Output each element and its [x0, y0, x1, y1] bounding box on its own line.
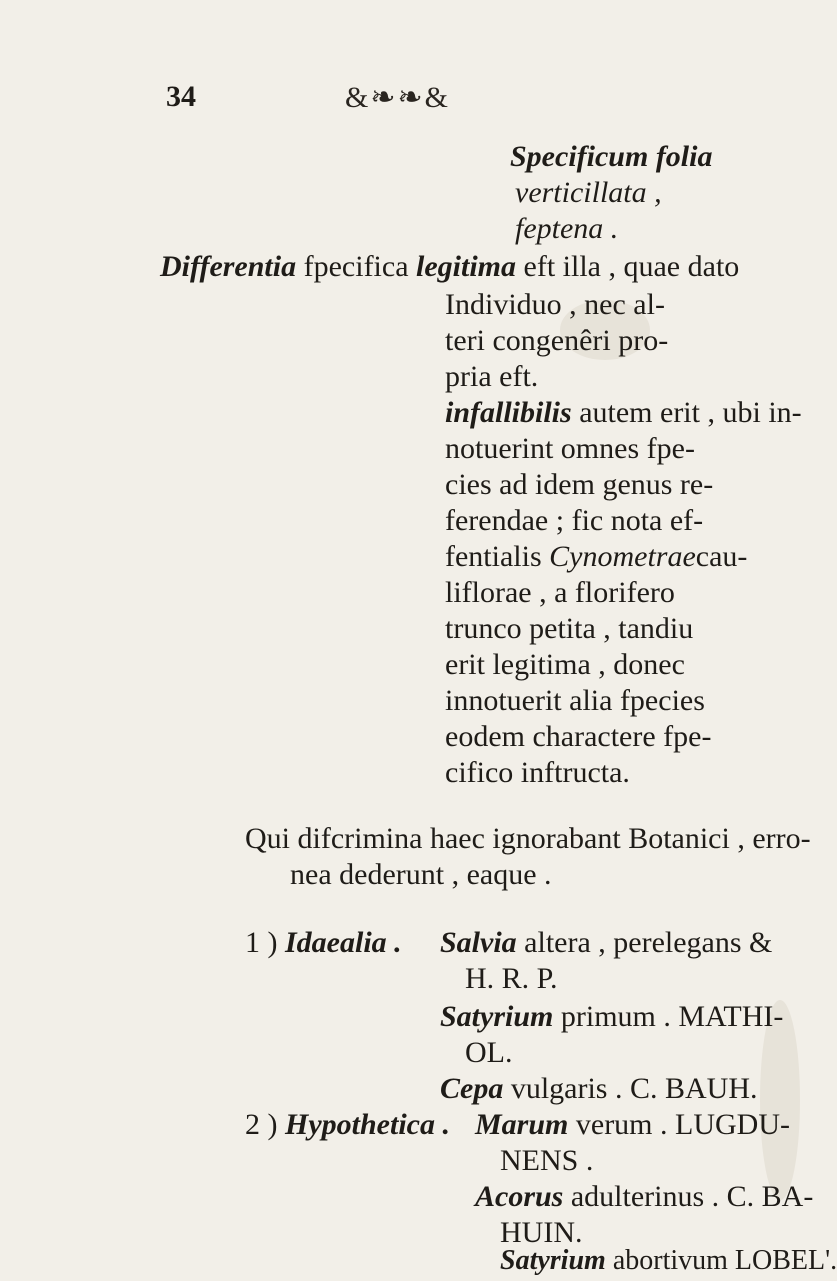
list-entry-4: [475, 1108, 790, 1142]
differentia-line-9: [445, 540, 747, 574]
cepa-rest: vulgaris . C. BAUH.: [510, 1072, 758, 1105]
list-entry-5: [475, 1180, 813, 1214]
specificum-line-2: verticillata ,: [515, 176, 662, 209]
differentia-line-6: notuerint omnes fpe-: [445, 432, 695, 465]
salvia-rest: altera , perelegans &: [524, 926, 773, 959]
satyrium-rest: primum . MATHI-: [560, 1000, 784, 1033]
differentia-line-2: Individuo , nec al-: [445, 288, 665, 321]
list-entry-3: [440, 1072, 758, 1106]
satyrium-term: Satyrium: [440, 1000, 554, 1033]
acorus-rest: adulterinus . C. BA-: [570, 1180, 814, 1213]
specificum-term: Specificum: [510, 140, 649, 173]
differentia-line-14: eodem charactere fpe-: [445, 720, 712, 753]
list-number-2: 2 ): [245, 1108, 278, 1141]
differentia-line-13: innotuerit alia fpecies: [445, 684, 705, 717]
list-entry-2: [440, 1000, 783, 1034]
differentia-line-7: cies ad idem genus re-: [445, 468, 714, 501]
cau-word: cau-: [695, 540, 748, 573]
differentia-line-5: [445, 396, 802, 430]
list-entry-5b: HUIN.: [500, 1216, 583, 1249]
list-entry-4b: NENS .: [500, 1144, 594, 1177]
cepa-term: Cepa: [440, 1072, 504, 1105]
salvia-term: Salvia: [440, 926, 517, 959]
satyrium2-rest: abortivum LOBEL'.: [612, 1245, 837, 1276]
qui-line-2: nea dederunt , eaque .: [290, 858, 552, 891]
specificum-line-3: feptena .: [515, 212, 619, 245]
header-ornament: &❧❧&: [345, 81, 450, 114]
differentia-line-10: liflorae , a florifero: [445, 576, 675, 609]
hypothetica-term: Hypothetica .: [285, 1108, 450, 1141]
list-entry-2b: OL.: [465, 1036, 513, 1069]
differentia-line-12: erit legitima , donec: [445, 648, 685, 681]
differentia-line-3: teri congenêri pro-: [445, 324, 669, 357]
idaealia-term: Idaealia .: [285, 926, 402, 959]
marum-term: Marum: [475, 1108, 569, 1141]
page-number: 34: [166, 80, 196, 113]
infallibilis-rest: autem erit , ubi in-: [579, 396, 802, 429]
list-entry-6: [500, 1244, 837, 1278]
differentia-word-a: fpecifica: [303, 250, 409, 283]
differentia-line-8: ferendae ; fic nota ef-: [445, 504, 704, 537]
acorus-term: Acorus: [475, 1180, 564, 1213]
list-number-1: 1 ): [245, 926, 278, 959]
infallibilis-term: infallibilis: [445, 396, 572, 429]
differentia-line-1: [160, 250, 739, 284]
list-entry-1b: H. R. P.: [465, 962, 558, 995]
fentialis-word: fentialis: [445, 540, 542, 573]
list-entry-1: [440, 926, 772, 960]
differentia-line-11: trunco petita , tandiu: [445, 612, 694, 645]
satyrium2-term: Satyrium: [500, 1245, 606, 1276]
cynometrae-term: Cynometrae: [549, 540, 696, 573]
differentia-term: Differentia: [160, 250, 297, 283]
differentia-word-c: eft illa , quae dato: [523, 250, 740, 283]
list-row-1: [245, 926, 402, 960]
list-row-2: [245, 1108, 450, 1142]
specificum-line-1: [510, 140, 712, 174]
specificum-folia: folia: [655, 140, 713, 173]
marum-rest: verum . LUGDU-: [575, 1108, 790, 1141]
legitima-term: legitima: [416, 250, 517, 283]
qui-line-1: Qui difcrimina haec ignorabant Botanici , erro-: [245, 822, 811, 855]
differentia-line-15: cifico inftructa.: [445, 756, 630, 789]
differentia-line-4: pria eft.: [445, 360, 539, 393]
